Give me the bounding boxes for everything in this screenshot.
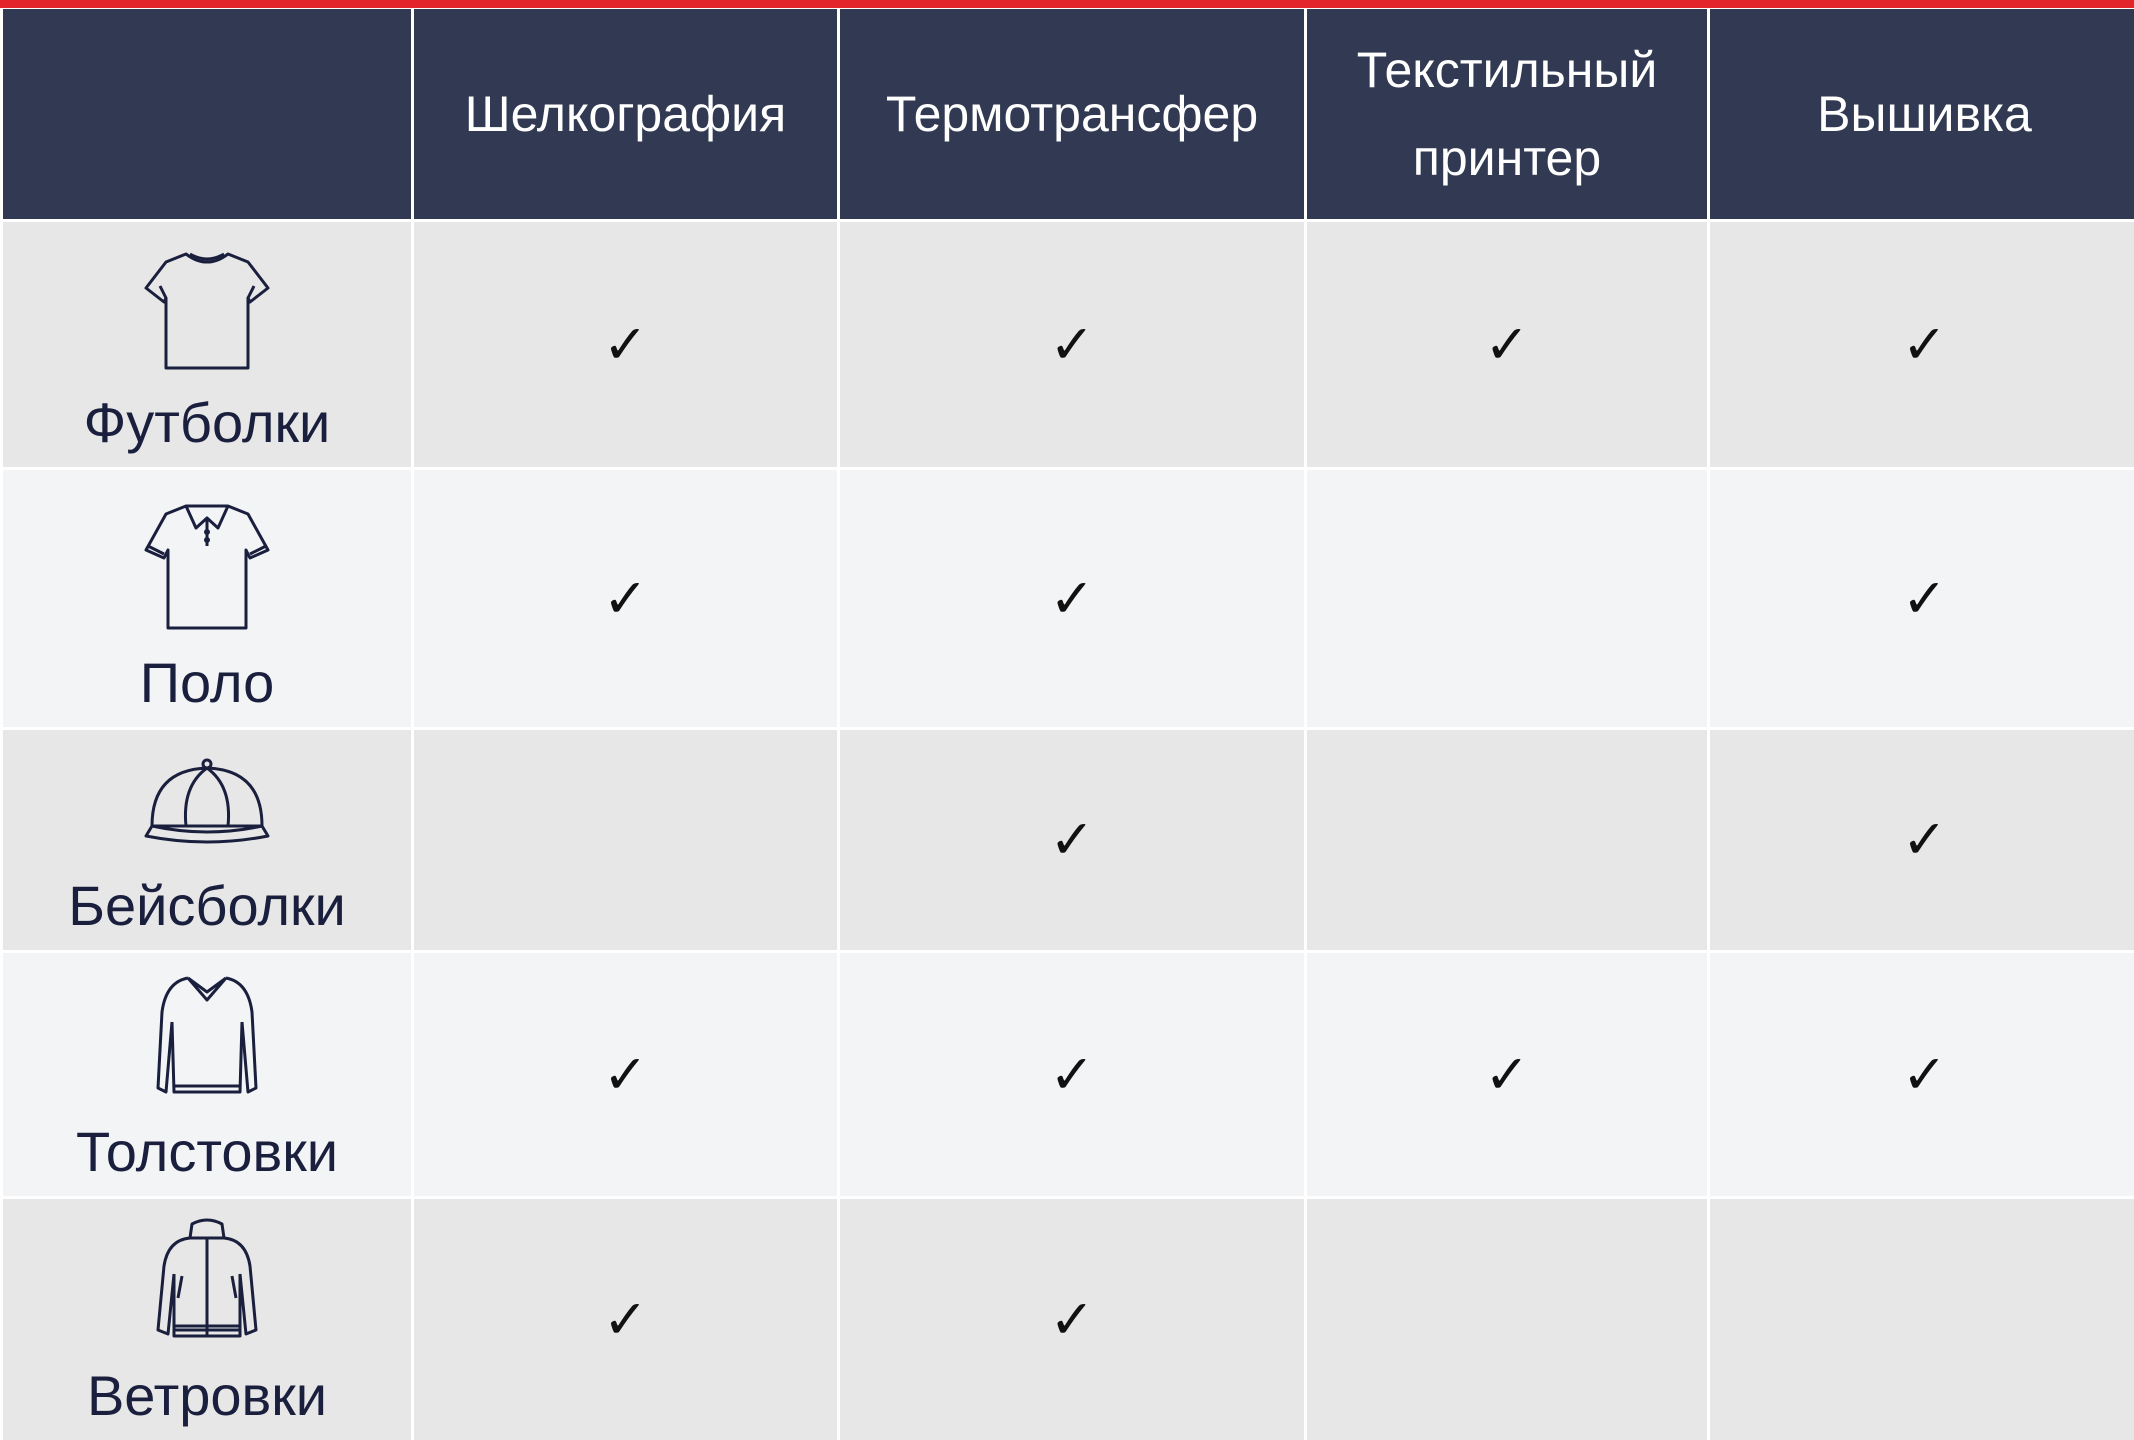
row-label: Толстовки	[75, 1120, 339, 1183]
check-icon: ✓	[1901, 312, 1948, 376]
cell-empty	[1307, 730, 1707, 950]
row-label-sweatshirts	[3, 953, 411, 1196]
check-icon: ✓	[602, 1287, 649, 1351]
check-icon: ✓	[1049, 312, 1095, 376]
cell-check	[840, 1199, 1304, 1440]
check-icon: ✓	[1901, 566, 1948, 630]
check-icon: ✓	[1049, 808, 1095, 871]
header-heat-transfer: Термотрансфер	[840, 9, 1304, 219]
cell-check	[840, 730, 1304, 950]
top-accent-bar	[0, 0, 2134, 8]
check-icon: ✓	[602, 1042, 649, 1106]
cell-check	[1307, 222, 1707, 467]
check-icon: ✓	[1484, 1042, 1530, 1106]
windbreaker-icon	[152, 1216, 262, 1346]
row-label-polo	[3, 470, 411, 727]
cell-check	[840, 953, 1304, 1196]
header-silkscreen: Шелкография	[414, 9, 837, 219]
cell-check	[840, 470, 1304, 727]
cell-check	[840, 222, 1304, 467]
tshirt-icon	[142, 248, 272, 373]
header-corner	[3, 9, 411, 219]
row-label: Бейсболки	[68, 874, 346, 937]
check-icon: ✓	[602, 566, 649, 630]
row-label-caps	[3, 730, 411, 950]
row-label-tshirts	[3, 222, 411, 467]
cell-check	[414, 470, 837, 727]
row-label: Футболки	[83, 391, 331, 454]
cell-check	[1710, 470, 2134, 727]
cell-check	[414, 953, 837, 1196]
check-icon: ✓	[1049, 1287, 1095, 1351]
polo-shirt-icon	[142, 498, 272, 633]
comparison-table	[3, 9, 2134, 1440]
cell-empty	[1710, 1199, 2134, 1440]
cell-check	[1710, 222, 2134, 467]
row-label-windbreakers	[3, 1199, 411, 1440]
sweatshirt-icon	[152, 972, 262, 1102]
check-icon: ✓	[1484, 312, 1530, 376]
row-label: Поло	[139, 651, 275, 714]
check-icon: ✓	[602, 312, 649, 376]
row-label: Ветровки	[86, 1364, 328, 1427]
cell-empty	[1307, 470, 1707, 727]
cell-check	[1307, 953, 1707, 1196]
header-embroidery: Вышивка	[1710, 9, 2134, 219]
cell-check	[414, 222, 837, 467]
check-icon: ✓	[1901, 1042, 1948, 1106]
header-textile-printer: Текстильный принтер	[1307, 9, 1707, 219]
cell-check	[1710, 953, 2134, 1196]
cell-check	[1710, 730, 2134, 950]
check-icon: ✓	[1901, 808, 1948, 871]
cell-empty	[414, 730, 837, 950]
cell-check	[414, 1199, 837, 1440]
cell-empty	[1307, 1199, 1707, 1440]
baseball-cap-icon	[142, 756, 272, 856]
check-icon: ✓	[1049, 1042, 1095, 1106]
check-icon: ✓	[1049, 566, 1095, 630]
